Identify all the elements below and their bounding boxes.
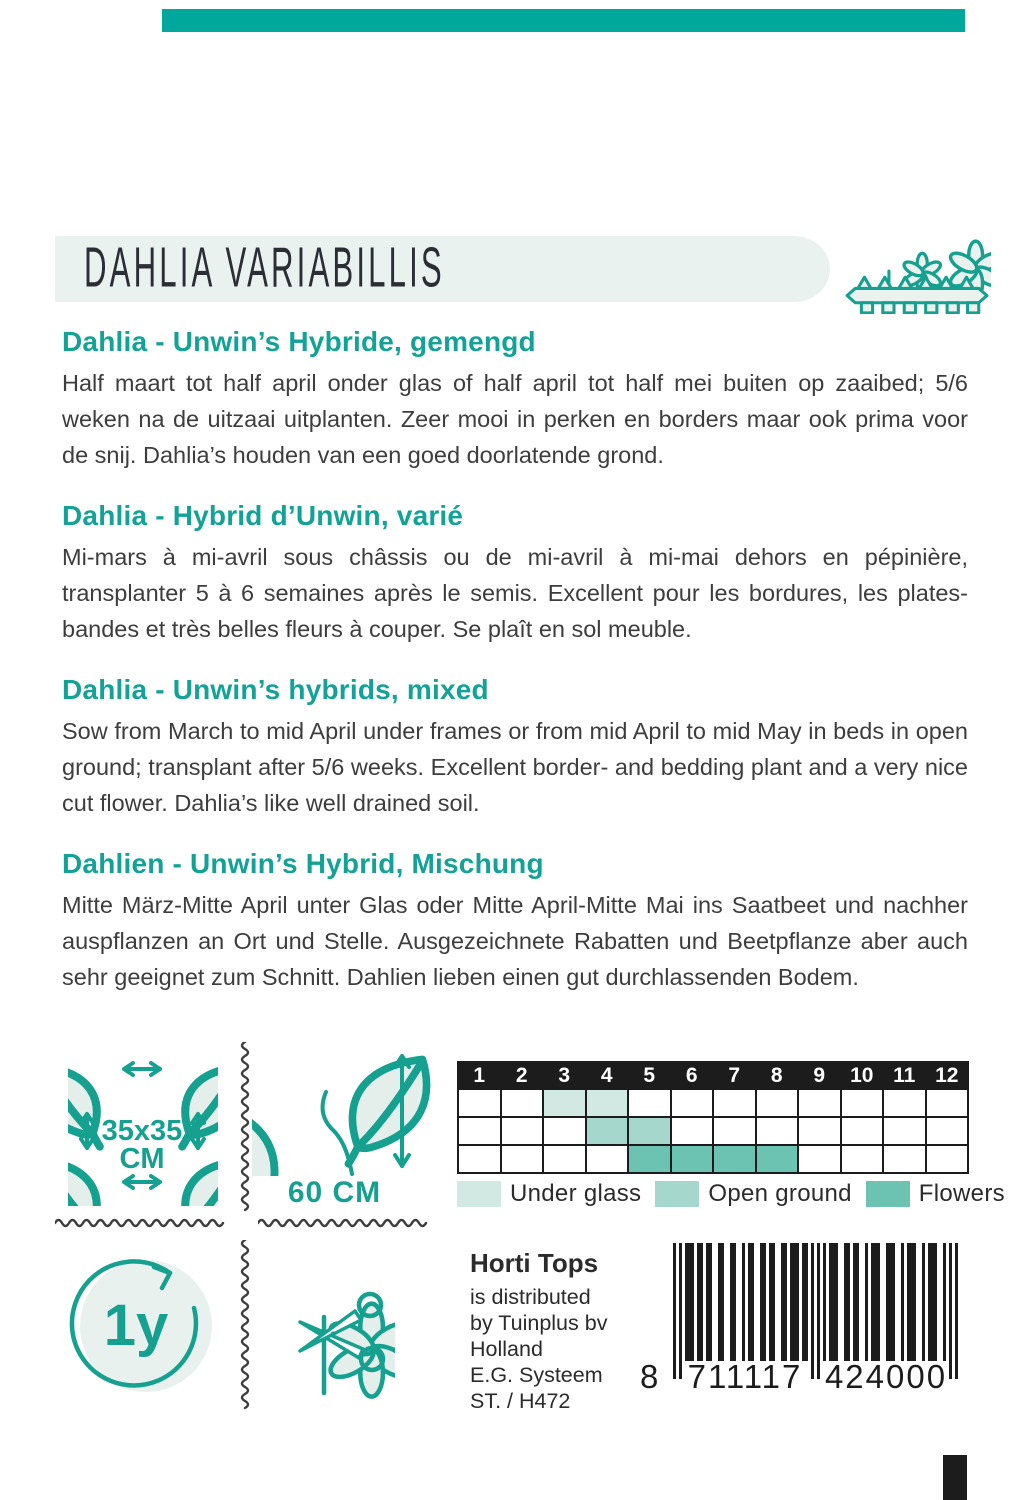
calendar-month-header: 1: [458, 1062, 501, 1089]
divider-horizontal-wave: [55, 1216, 232, 1230]
section-body-english: Sow from March to mid April under frames or from mid April to mid May in beds in open ground; transplant after 5/6 weeks. Excellent border- and bedding plant and a very nice cut flower. Dahlia’s like well drained soil.: [62, 718, 968, 816]
section-body-french: Mi-mars à mi-avril sous châssis ou de mi-avril à mi-mai dehors en pépinière, transplanter 5 à 6 semaines après le semis. Excellent pour les bordures, les plates-bandes et très belles fleurs à couper. Se plaît en sol meuble.: [62, 544, 968, 642]
calendar-cell: [756, 1145, 799, 1173]
calendar-cell: [501, 1089, 544, 1117]
section-english: [62, 674, 968, 821]
distributor-line: ST. / H472: [470, 1389, 571, 1413]
section-heading-german: Dahlien - Unwin’s Hybrid, Mischung: [62, 848, 544, 879]
calendar-cell: [798, 1089, 841, 1117]
calendar-cell: [543, 1145, 586, 1173]
distributor-line: E.G. Systeem: [470, 1363, 603, 1387]
calendar-cell: [926, 1117, 969, 1145]
calendar-month-header: 12: [926, 1062, 969, 1089]
descriptions: [62, 326, 968, 1022]
calendar-month-header: 9: [798, 1062, 841, 1089]
calendar-month-header: 5: [628, 1062, 671, 1089]
page-title: DAHLIA VARIABILLIS: [84, 236, 445, 300]
calendar-cell: [713, 1117, 756, 1145]
sowing-calendar: [457, 1061, 969, 1174]
legend-item: [655, 1180, 851, 1208]
calendar-month-header: 2: [501, 1062, 544, 1089]
distributor-line: is distributed: [470, 1285, 591, 1309]
annual-lifecycle-icon: [64, 1248, 229, 1416]
calendar-cell: [501, 1145, 544, 1173]
barcode: [640, 1243, 990, 1400]
calendar-cell: [798, 1117, 841, 1145]
barcode-digits-left: 711117: [687, 1358, 803, 1395]
flower-planter-icon: [843, 220, 991, 314]
legend-swatch: [457, 1181, 501, 1207]
divider-horizontal-wave: [258, 1216, 435, 1230]
legend-swatch: [866, 1181, 910, 1207]
calendar-cell: [543, 1117, 586, 1145]
calendar-cell: [841, 1117, 884, 1145]
barcode-digits-right: 424000: [824, 1358, 948, 1395]
calendar-cell: [798, 1145, 841, 1173]
calendar-cell: [671, 1089, 714, 1117]
calendar-cell: [883, 1089, 926, 1117]
calendar-cell: [756, 1089, 799, 1117]
calendar-month-header: 10: [841, 1062, 884, 1089]
barcode-digit-system: 8: [640, 1358, 659, 1395]
distributor-info: [470, 1248, 607, 1414]
calendar-cell: [713, 1089, 756, 1117]
calendar-cell: [586, 1145, 629, 1173]
legend-swatch: [655, 1181, 699, 1207]
legend-label: Flowers: [918, 1180, 1005, 1207]
calendar-cell: [458, 1089, 501, 1117]
calendar-cell: [671, 1145, 714, 1173]
section-heading-dutch: Dahlia - Unwin’s Hybride, gemengd: [62, 326, 536, 357]
title-band: [55, 236, 830, 302]
calendar-cell: [458, 1117, 501, 1145]
calendar-cell: [458, 1145, 501, 1173]
calendar-cell: [841, 1145, 884, 1173]
section-heading-french: Dahlia - Hybrid d’Unwin, varié: [62, 500, 464, 531]
calendar-cell: [926, 1089, 969, 1117]
print-registration-mark: [943, 1455, 967, 1500]
calendar-cell: [628, 1145, 671, 1173]
calendar-month-header: 8: [756, 1062, 799, 1089]
distributor-line: Holland: [470, 1337, 543, 1361]
calendar-cell: [501, 1117, 544, 1145]
calendar-month-header: 4: [586, 1062, 629, 1089]
section-body-dutch: Half maart tot half april onder glas of half april tot half mei buiten op zaaibed; 5/6 weken na de uitzaai uitplanten. Zeer mooi in perken en borders maar ook prima voor de snij. Dahlia’s houden van een goed doorlatende grond.: [62, 370, 968, 468]
section-body-german: Mitte März-Mitte April unter Glas oder Mitte April-Mitte Mai ins Saatbeet und nachher auspflanzen an Ort und Stelle. Ausgezeichnete Rabatten und Beetpflanze aber auch sehr geeignet zum Schnitt. Dahlien lieben einen gut durchlassenden Bodem.: [62, 892, 968, 990]
lifecycle-value: 1y: [103, 1293, 169, 1358]
section-french: [62, 500, 968, 647]
calendar-cell: [883, 1145, 926, 1173]
calendar-cell: [756, 1117, 799, 1145]
distributor-name: Horti Tops: [470, 1248, 599, 1278]
calendar-cell: [713, 1145, 756, 1173]
plant-height-value: 60 CM: [287, 1176, 382, 1209]
legend-label: Open ground: [708, 1180, 852, 1207]
calendar-cell: [628, 1089, 671, 1117]
divider-vertical-wave: [238, 1042, 252, 1222]
legend-item: [457, 1180, 641, 1208]
section-german: [62, 848, 968, 995]
legend-item: [866, 1180, 1005, 1208]
calendar-cell: [543, 1089, 586, 1117]
section-heading-english: Dahlia - Unwin’s hybrids, mixed: [62, 674, 489, 705]
calendar-cell: [883, 1117, 926, 1145]
calendar-month-header: 6: [671, 1062, 714, 1089]
plant-height-icon: [252, 1048, 437, 1176]
calendar-cell: [628, 1117, 671, 1145]
legend-label: Under glass: [510, 1180, 642, 1207]
calendar-legend: [457, 1180, 1019, 1208]
plant-spacing-icon: [68, 1056, 218, 1206]
calendar-cell: [586, 1089, 629, 1117]
calendar-cell: [586, 1117, 629, 1145]
calendar-cell: [926, 1145, 969, 1173]
divider-vertical-wave: [238, 1240, 252, 1418]
top-accent-bar: [162, 9, 965, 32]
calendar-month-header: 7: [713, 1062, 756, 1089]
calendar-month-header: 11: [883, 1062, 926, 1089]
cut-flower-icon: [283, 1243, 395, 1401]
calendar-month-header: 3: [543, 1062, 586, 1089]
section-dutch: [62, 326, 968, 473]
spacing-value: 35x35: [101, 1115, 183, 1147]
distributor-line: by Tuinplus bv: [470, 1311, 608, 1335]
calendar-cell: [671, 1117, 714, 1145]
calendar-cell: [841, 1089, 884, 1117]
spacing-unit: CM: [119, 1143, 165, 1175]
